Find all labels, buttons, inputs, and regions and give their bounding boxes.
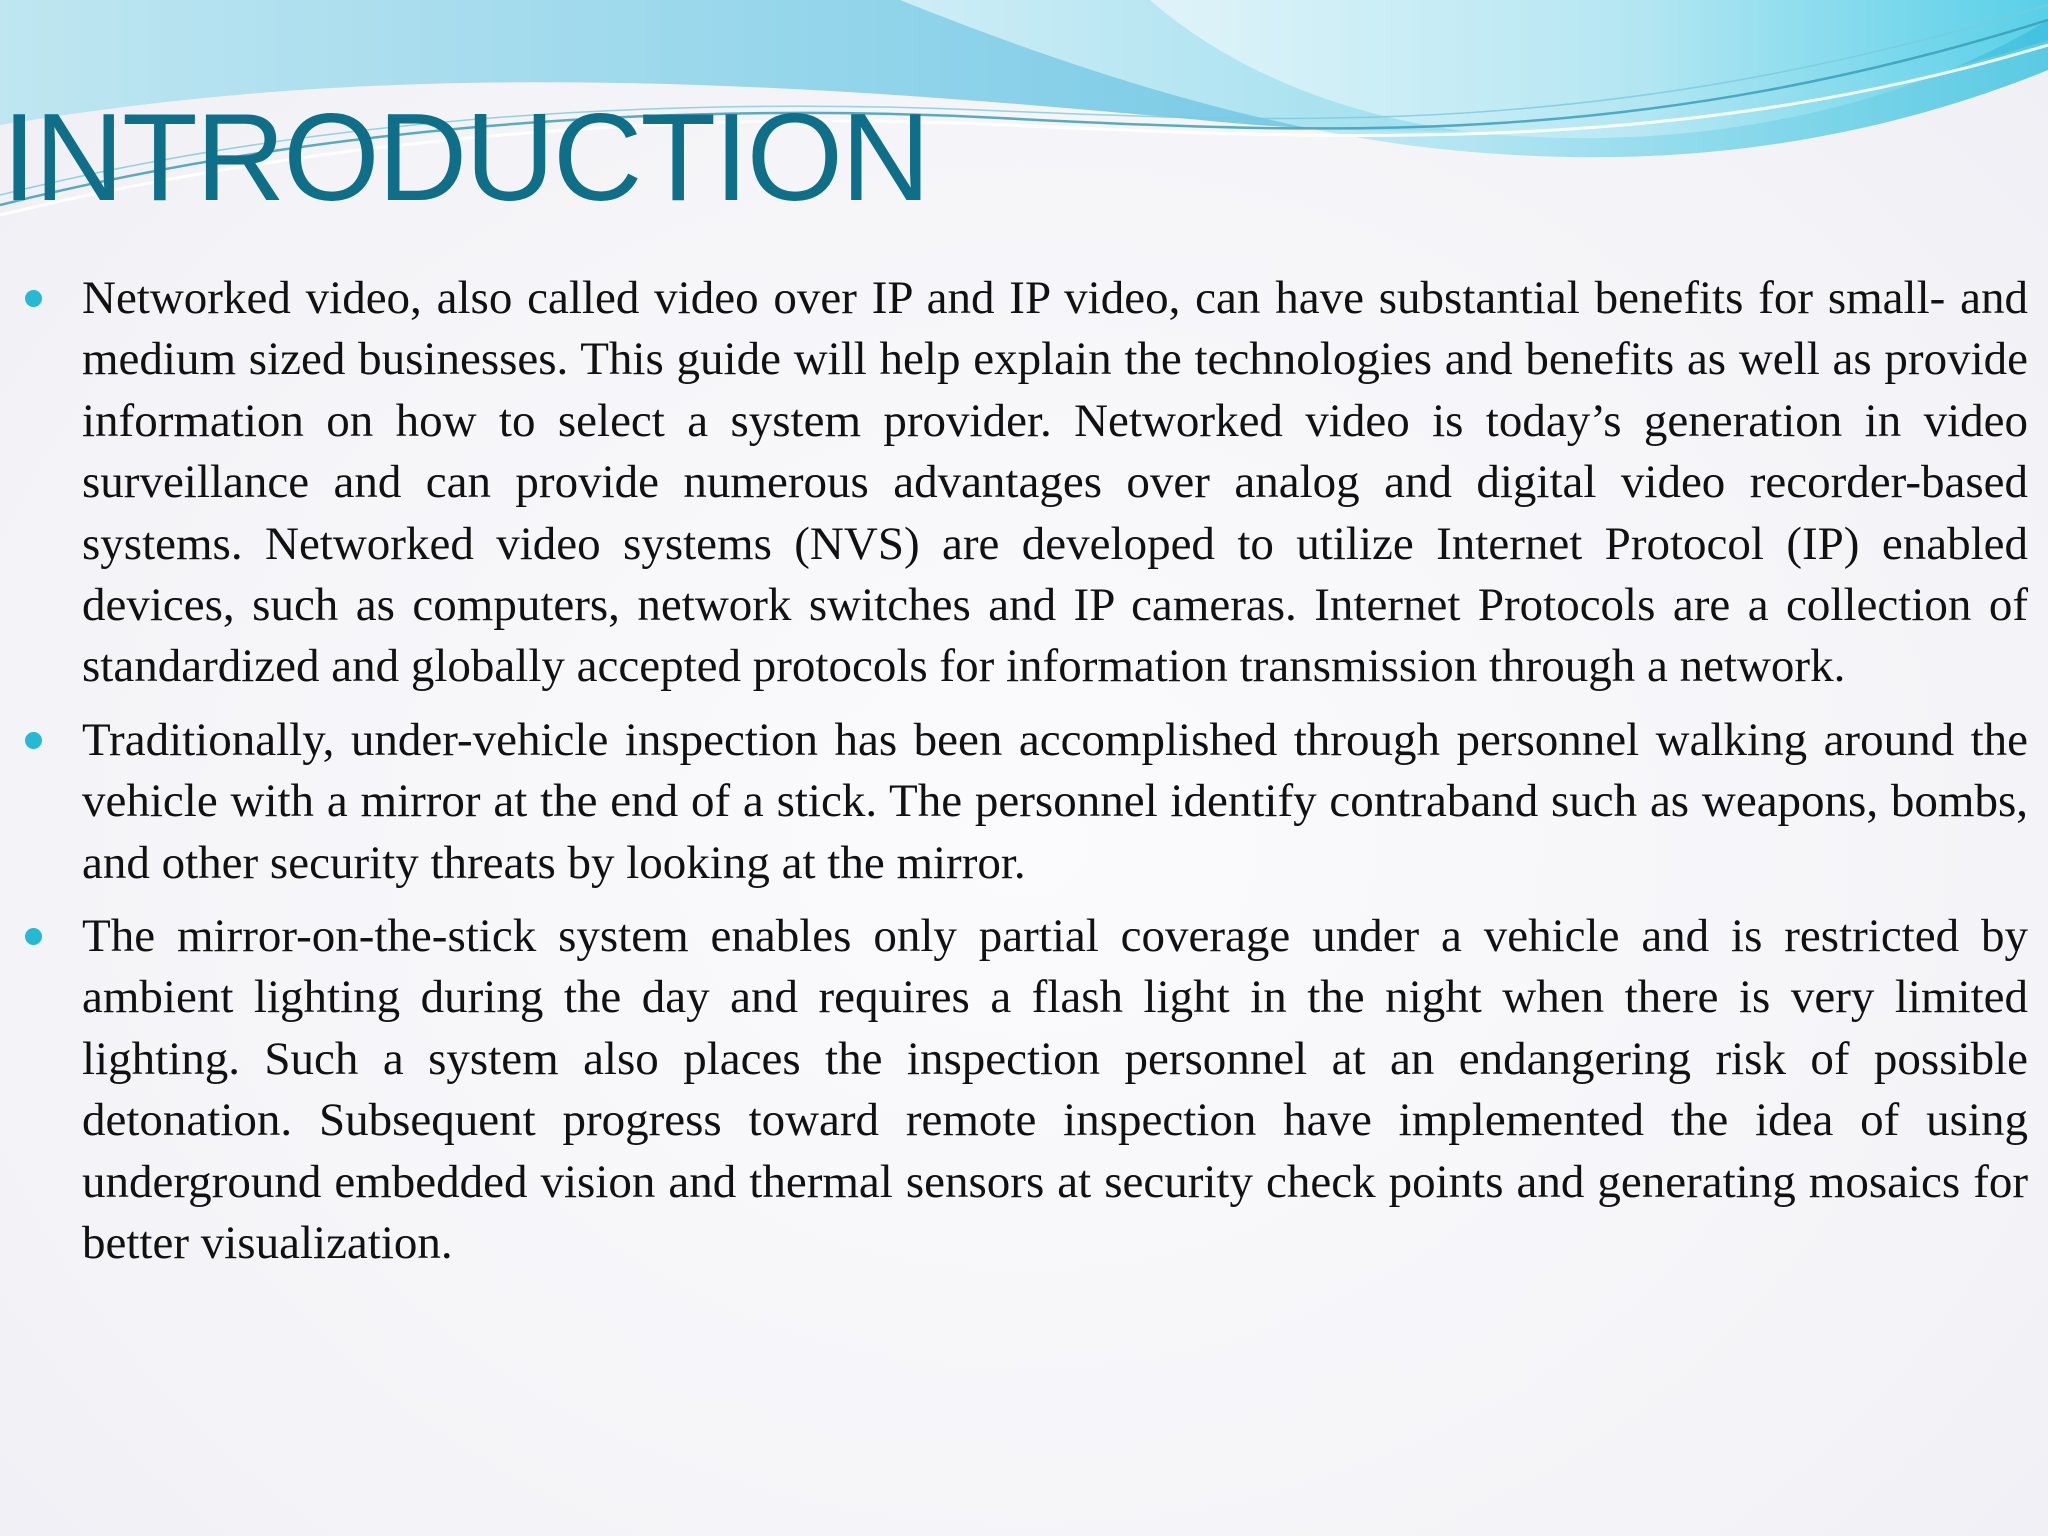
- bullet-text: Traditionally, under-vehicle inspection has been accomplished through personnel walking around the vehicle with a mirror at the end of a stick. The personnel identify contraband such as weapons, bombs, and other security threats by looking at the mirror.: [82, 713, 2028, 889]
- bullet-dot-icon: [25, 928, 42, 945]
- bullet-item-under-vehicle-inspection: [0, 710, 2030, 894]
- slide-title: INTRODUCTION: [2, 89, 929, 227]
- bullet-dot-icon: [25, 732, 42, 749]
- bullet-list: [0, 268, 2030, 1287]
- bullet-text: Networked video, also called video over IP and IP video, can have substantial benefits for small- and medium sized businesses. This guide will help explain the technologies and benefits as well as provide information on how to select a system provider. Networked video is today’s generation in video surveillance and can provide numerous advantages over analog and digital video recorder-based systems. Networked video systems (NVS) are developed to utilize Internet Protocol (IP) enabled devices, such as computers, network switches and IP cameras. Internet Protocols are a collection of standardized and globally accepted protocols for information transmission through a network.: [82, 272, 2028, 693]
- bullet-item-mirror-on-stick: [0, 906, 2030, 1274]
- bullet-item-networked-video: [0, 268, 2030, 698]
- bullet-text: The mirror-on-the-stick system enables only partial coverage under a vehicle and is restricted by ambient lighting during the day and requires a flash light in the night when there is very limited lighting. Such a system also places the inspection personnel at an endangering risk of possible detonation. Subsequent progress toward remote inspection have implemented the idea of using underground embedded vision and thermal sensors at security check points and generating mosaics for better visualization.: [82, 910, 2028, 1270]
- bullet-dot-icon: [25, 290, 42, 307]
